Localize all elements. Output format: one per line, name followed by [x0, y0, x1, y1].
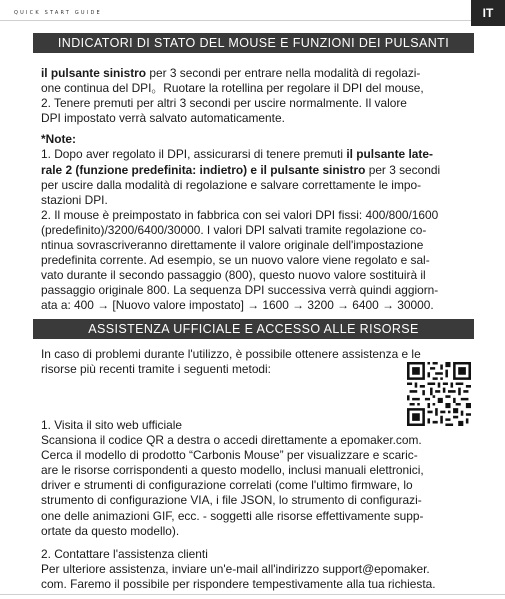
- note-line: per uscire dalla modalità di regolazione e salvare correttamente le impo-: [41, 177, 422, 192]
- para-line: [41, 66, 491, 81]
- top-divider: [0, 20, 471, 21]
- note-line: predefinita corrente. Ad esempio, se un nuovo valore viene regolato e sal-: [41, 253, 430, 268]
- text-span: per 3 secondi: [365, 162, 441, 177]
- bottom-divider: [0, 594, 505, 595]
- item-line: ortate da questo modello).: [41, 523, 180, 538]
- section2-body: [41, 418, 491, 592]
- note-title: *Note:: [41, 132, 77, 147]
- intro-line: risorse più recenti tramite i seguenti metodi:: [41, 362, 271, 377]
- section-title-mouse-status: INDICATORI DI STATO DEL MOUSE E FUNZIONI DEI PULSANTI: [33, 33, 474, 53]
- bold-text: rale 2 (funzione predefinita: indietro) e il pulsante sinistro: [41, 162, 366, 177]
- para-line: one continua del DPI。Ruotare la rotellina per regolare il DPI del mouse,: [41, 81, 424, 96]
- text-span: per 3 secondi per entrare nella modalità di regolazi-: [146, 66, 421, 80]
- item-line: one delle animazioni GIF, ecc. - soggetti alle risorse effettivamente supp-: [41, 508, 424, 523]
- item-line: Per ulteriore assistenza, inviare un'e-mail all'indirizzo support@epomaker.: [41, 561, 430, 576]
- language-tab: IT: [471, 0, 505, 26]
- item-line: strumento di configurazione VIA, i file JSON, lo strumento di configurazi-: [41, 493, 422, 508]
- item-line: Scansiona il codice QR a destra o accedi direttamente a epomaker.com.: [41, 433, 422, 448]
- guide-label: QUICK START GUIDE: [14, 10, 102, 16]
- item-title: 2. Contattare l'assistenza clienti: [41, 546, 208, 561]
- item-line: com. Faremo il possibile per rispondere tempestivamente alla tua richiesta.: [41, 576, 436, 591]
- para-line: 2. Tenere premuti per altri 3 secondi per uscire normalmente. Il valore: [41, 96, 407, 111]
- note-line: ntinua sovrascriveranno direttamente il valore originale dell'impostazione: [41, 238, 424, 253]
- note-line: 2. Il mouse è preimpostato in fabbrica con sei valori DPI fissi: 400/800/1600: [41, 207, 439, 222]
- note-line: stazioni DPI.: [41, 192, 108, 207]
- qr-code-icon[interactable]: [407, 362, 471, 426]
- item-line: are le risorse corrispondenti a questo modello, inclusi manuali elettronici,: [41, 463, 424, 478]
- para-line: DPI impostato verrà salvato automaticamente.: [41, 111, 285, 126]
- intro-line: In caso di problemi durante l'utilizzo, è possibile ottenere assistenza e le: [41, 347, 421, 361]
- section1-body: [41, 66, 491, 314]
- note-line: [41, 147, 491, 162]
- note-line: [41, 163, 491, 178]
- note-line: vato durante il secondo passaggio (800), questo nuovo valore sostituirà il: [41, 268, 426, 283]
- spacer: [41, 539, 491, 547]
- item-line: driver e strumenti di configurazione correlati (come l'ultimo firmware, lo: [41, 478, 413, 493]
- note-line: (predefinito)/3200/6400/30000. I valori DPI salvati tramite regolazione co-: [41, 222, 427, 237]
- section-title-support: ASSISTENZA UFFICIALE E ACCESSO ALLE RISORSE: [33, 319, 474, 339]
- item-line: Cerca il modello di prodotto “Carbonis Mouse” per visualizzare e scaric-: [41, 448, 418, 463]
- note-line: passaggio originale 800. La sequenza DPI successiva verrà quindi aggiorn-: [41, 283, 439, 298]
- bold-text: il pulsante late-: [346, 147, 433, 162]
- note-line: ata a: 400 → [Nuovo valore impostato] → 1600 → 3200 → 6400 → 30000.: [41, 298, 434, 313]
- item-title: 1. Visita il sito web ufficiale: [41, 418, 182, 432]
- bold-text: il pulsante sinistro: [41, 66, 147, 80]
- text-span: 1. Dopo aver regolato il DPI, assicurarsi di tenere premuti: [41, 147, 347, 162]
